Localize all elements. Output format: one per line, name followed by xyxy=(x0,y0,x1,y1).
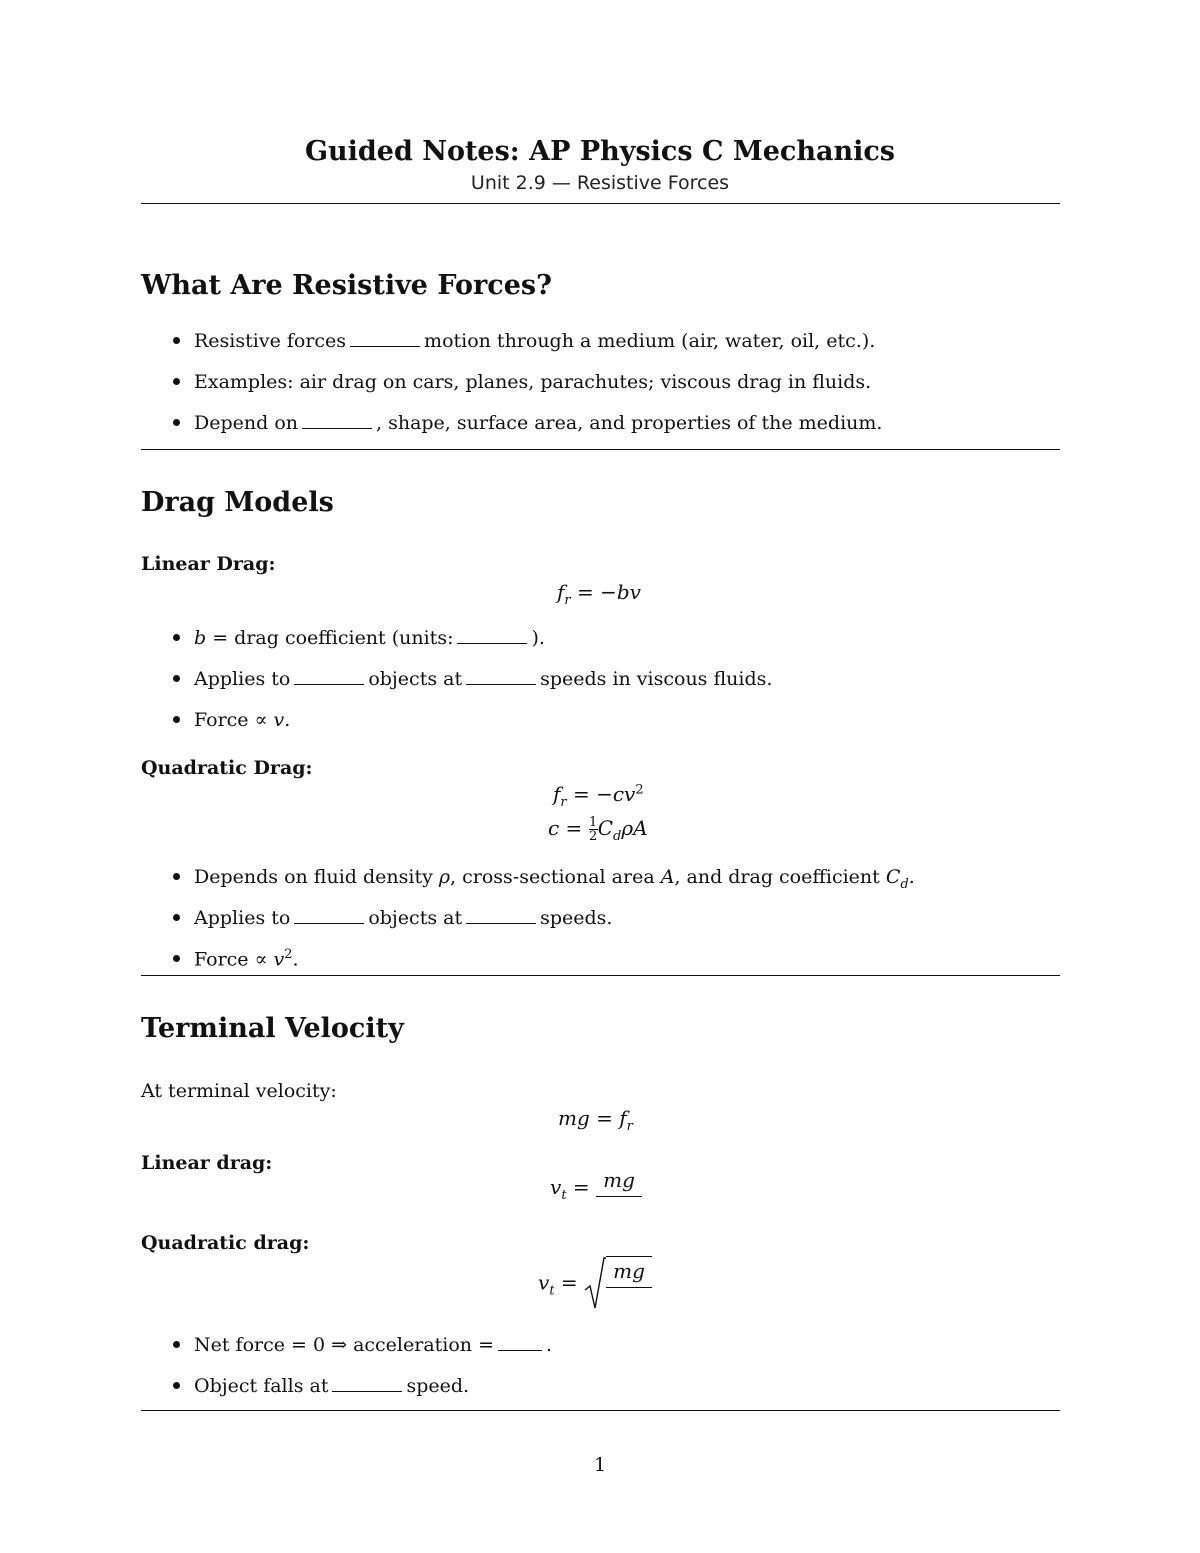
eq-sub: r xyxy=(626,1119,633,1134)
math-var: v xyxy=(273,948,285,971)
eq-part: = xyxy=(554,1270,585,1295)
math-sup: 2 xyxy=(284,947,293,962)
radical-sign-icon xyxy=(584,1256,606,1312)
bullet-dot xyxy=(173,1382,180,1389)
fill-in-blank[interactable] xyxy=(302,427,372,429)
bullet-text: Resistive forces xyxy=(194,330,347,352)
bullet-text: Applies to xyxy=(194,668,291,690)
section-heading-terminal-velocity: Terminal Velocity xyxy=(141,1013,404,1044)
bullet-dot xyxy=(173,419,180,426)
bullet-text: . xyxy=(908,866,915,888)
equation-terminal-linear xyxy=(550,1168,642,1209)
section-heading-drag-models: Drag Models xyxy=(141,487,334,518)
bullet-dot xyxy=(173,378,180,385)
eq-sub: t xyxy=(561,1188,567,1203)
bullet-text: objects at xyxy=(368,668,463,690)
section-heading-resistive-forces: What Are Resistive Forces? xyxy=(141,270,552,301)
bullet-examples xyxy=(173,371,871,393)
fill-in-blank[interactable] xyxy=(466,683,536,685)
bullet-dot xyxy=(173,337,180,344)
bullet-text: Force ∝ xyxy=(194,709,274,731)
terminal-intro: At terminal velocity: xyxy=(141,1080,337,1102)
eq-part: f xyxy=(557,580,565,604)
bullet-quadratic-applies xyxy=(173,907,612,929)
fill-in-blank[interactable] xyxy=(294,683,364,685)
bullet-text: Force ∝ xyxy=(194,948,274,971)
fraction-one-half xyxy=(589,816,598,843)
bullet-dot xyxy=(173,675,180,682)
bullet-text: speed. xyxy=(406,1375,470,1397)
bullet-linear-applies xyxy=(173,668,772,690)
math-var: C xyxy=(885,866,901,888)
eq-sub: r xyxy=(560,795,567,810)
bullet-dot xyxy=(173,955,180,962)
bullet-linear-force xyxy=(173,709,290,731)
bullet-text: speeds in viscous fluids. xyxy=(540,668,773,690)
bullet-text: ). xyxy=(531,627,545,649)
bullet-text: Applies to xyxy=(194,907,291,929)
equation-terminal-balance xyxy=(558,1106,633,1134)
bullet-text: , and drag coefficient xyxy=(674,866,886,888)
fill-in-blank[interactable] xyxy=(466,922,536,924)
bullet-text: Depend on xyxy=(194,412,298,434)
bullet-dot xyxy=(173,716,180,723)
bullet-object-falls xyxy=(173,1375,469,1397)
document-subtitle: Unit 2.9 — Resistive Forces xyxy=(470,172,730,194)
frac-bar xyxy=(606,1287,652,1288)
bullet-drag-coefficient xyxy=(173,627,545,649)
eq-sub: d xyxy=(613,829,622,844)
eq-part: v xyxy=(538,1270,550,1295)
fraction-mg-over-blank xyxy=(596,1168,642,1209)
bullet-quadratic-force xyxy=(173,947,299,970)
frac-num: 1 xyxy=(589,815,598,830)
bullet-text: Object falls at xyxy=(194,1375,329,1397)
eq-part: ρA xyxy=(621,816,648,840)
bullet-net-force xyxy=(173,1334,552,1356)
frac-num: mg xyxy=(613,1259,645,1283)
math-var: v xyxy=(273,709,285,731)
eq-sub: r xyxy=(564,593,571,608)
equation-terminal-quadratic xyxy=(538,1256,652,1312)
bullet-dot xyxy=(173,1341,180,1348)
bullet-text: . xyxy=(546,1334,553,1356)
fill-in-blank[interactable] xyxy=(294,922,364,924)
terminal-linear-label: Linear drag: xyxy=(141,1152,273,1174)
eq-part: mg = f xyxy=(558,1106,627,1130)
eq-sup: 2 xyxy=(635,782,644,798)
bullet-text: objects at xyxy=(368,907,463,929)
eq-part: = −bv xyxy=(570,580,641,604)
equation-quadratic-drag xyxy=(553,782,644,810)
bullet-text: , cross-sectional area xyxy=(450,866,661,888)
bullet-text: , shape, surface area, and properties of the medium. xyxy=(376,412,883,434)
bullet-text: Depends on fluid density xyxy=(194,866,439,888)
frac-num: mg xyxy=(603,1168,635,1192)
math-var: b xyxy=(194,627,207,649)
bullet-text: motion through a medium (air, water, oil, etc.). xyxy=(424,330,876,352)
bullet-text: = drag coefficient (units: xyxy=(206,627,454,649)
bullet-resistive-forces xyxy=(173,330,875,352)
bullet-depend-on xyxy=(173,412,882,434)
bullet-text: Examples: air drag on cars, planes, parachutes; viscous drag in fluids. xyxy=(194,371,872,393)
equation-linear-drag xyxy=(557,580,641,608)
equation-drag-constant xyxy=(548,816,648,844)
fraction-mg-over-blank xyxy=(606,1256,652,1312)
fill-in-blank[interactable] xyxy=(332,1390,402,1392)
section-rule xyxy=(141,1410,1060,1411)
math-sub: d xyxy=(900,876,909,892)
eq-part: = −cv xyxy=(566,782,636,806)
fill-in-blank[interactable] xyxy=(498,1349,542,1351)
eq-part: f xyxy=(553,782,561,806)
quadratic-drag-label: Quadratic Drag: xyxy=(141,757,313,779)
math-var: A xyxy=(660,866,675,888)
square-root xyxy=(584,1256,652,1312)
header-rule xyxy=(141,203,1060,204)
bullet-text: . xyxy=(284,709,291,731)
linear-drag-label: Linear Drag: xyxy=(141,553,276,575)
document-title: Guided Notes: AP Physics C Mechanics xyxy=(304,136,895,167)
frac-den: 2 xyxy=(589,829,598,844)
bullet-quadratic-depends xyxy=(173,866,915,892)
bullet-dot xyxy=(173,914,180,921)
math-var: ρ xyxy=(438,866,451,888)
fill-in-blank[interactable] xyxy=(457,642,527,644)
eq-part: = xyxy=(566,1175,597,1199)
eq-part: C xyxy=(597,816,613,840)
eq-part: v xyxy=(550,1175,562,1199)
bullet-text: speeds. xyxy=(540,907,613,929)
frac-bar xyxy=(596,1196,642,1197)
bullet-text: Net force = 0 ⇒ acceleration = xyxy=(194,1334,495,1356)
section-rule xyxy=(141,449,1060,450)
page-number: 1 xyxy=(593,1454,607,1476)
eq-sub: t xyxy=(549,1283,555,1299)
fill-in-blank[interactable] xyxy=(350,345,420,347)
bullet-dot xyxy=(173,634,180,641)
terminal-quadratic-label: Quadratic drag: xyxy=(141,1232,310,1254)
bullet-text: . xyxy=(292,948,299,971)
eq-part: c = xyxy=(548,816,589,840)
bullet-dot xyxy=(173,873,180,880)
section-rule xyxy=(141,975,1060,976)
